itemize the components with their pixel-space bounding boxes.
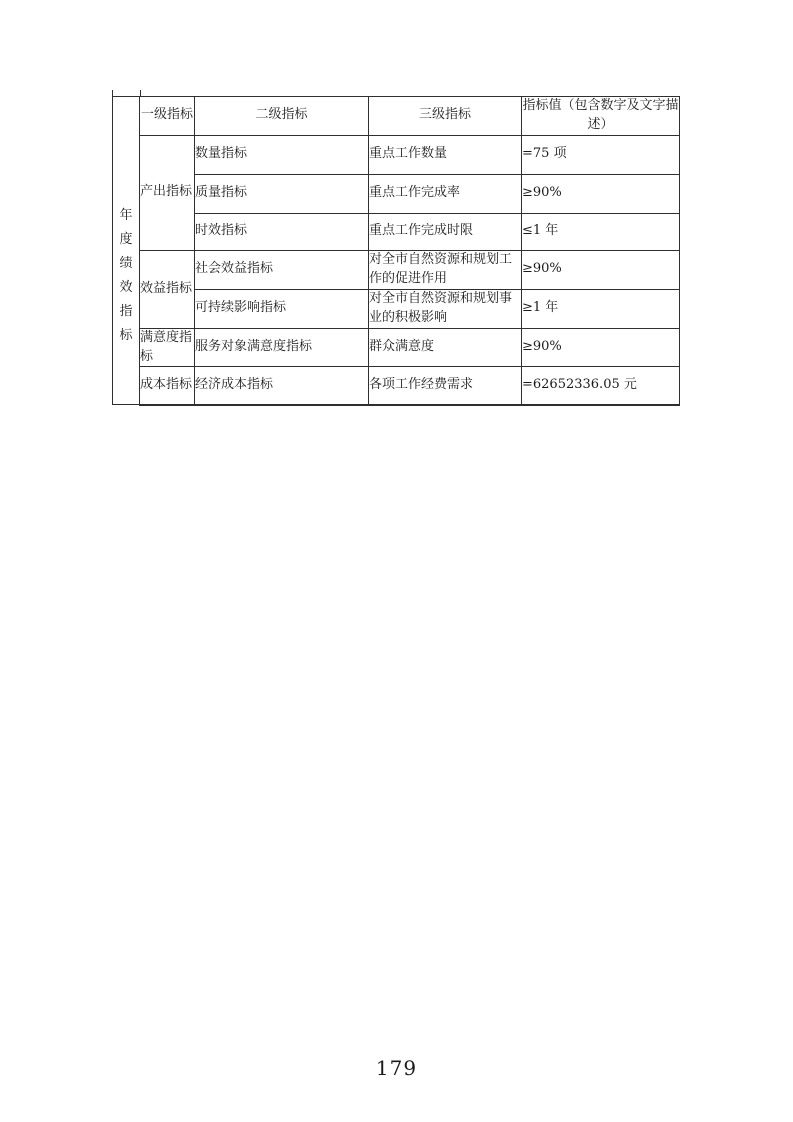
level1-cell: 成本指标 [140,367,195,405]
level2-cell: 社会效益指标 [195,250,369,289]
header-level1: 一级指标 [140,97,195,136]
table-row [113,174,680,213]
header-value: 指标值（包含数字及文字描述） [522,97,680,136]
level3-cell: 对全市自然资源和规划工作的促进作用 [369,250,522,289]
header-level3: 三级指标 [369,97,522,136]
value-cell: ≥90% [522,250,680,289]
level3-cell: 重点工作完成率 [369,174,522,213]
level1-cell: 满意度指标 [140,328,195,367]
level2-cell: 时效指标 [195,213,369,250]
table-row [113,250,680,289]
performance-indicator-table [112,96,680,406]
level3-cell: 重点工作数量 [369,135,522,174]
level2-cell: 服务对象满意度指标 [195,328,369,367]
table-row [113,135,680,174]
table-header-row [113,97,680,136]
level3-cell: 重点工作完成时限 [369,213,522,250]
level3-cell: 群众满意度 [369,328,522,367]
level2-cell: 经济成本指标 [195,367,369,405]
table-row [113,289,680,328]
level2-cell: 质量指标 [195,174,369,213]
table-row [113,213,680,250]
page-number: 179 [375,1056,418,1080]
row-group-cell [113,97,140,405]
table-row [113,367,680,405]
level1-cell: 产出指标 [140,135,195,250]
table-row [113,328,680,367]
value-cell: =62652336.05 元 [522,367,680,405]
value-cell: ≤1 年 [522,213,680,250]
value-cell: ≥1 年 [522,289,680,328]
level1-cell: 效益指标 [140,250,195,328]
level2-cell: 数量指标 [195,135,369,174]
value-cell: ≥90% [522,174,680,213]
value-cell: ≥90% [522,328,680,367]
value-cell: =75 项 [522,135,680,174]
row-group-label: 年度绩效指标 [119,207,133,343]
level2-cell: 可持续影响指标 [195,289,369,328]
level3-cell: 各项工作经费需求 [369,367,522,405]
level3-cell: 对全市自然资源和规划事业的积极影响 [369,289,522,328]
header-level2: 二级指标 [195,97,369,136]
